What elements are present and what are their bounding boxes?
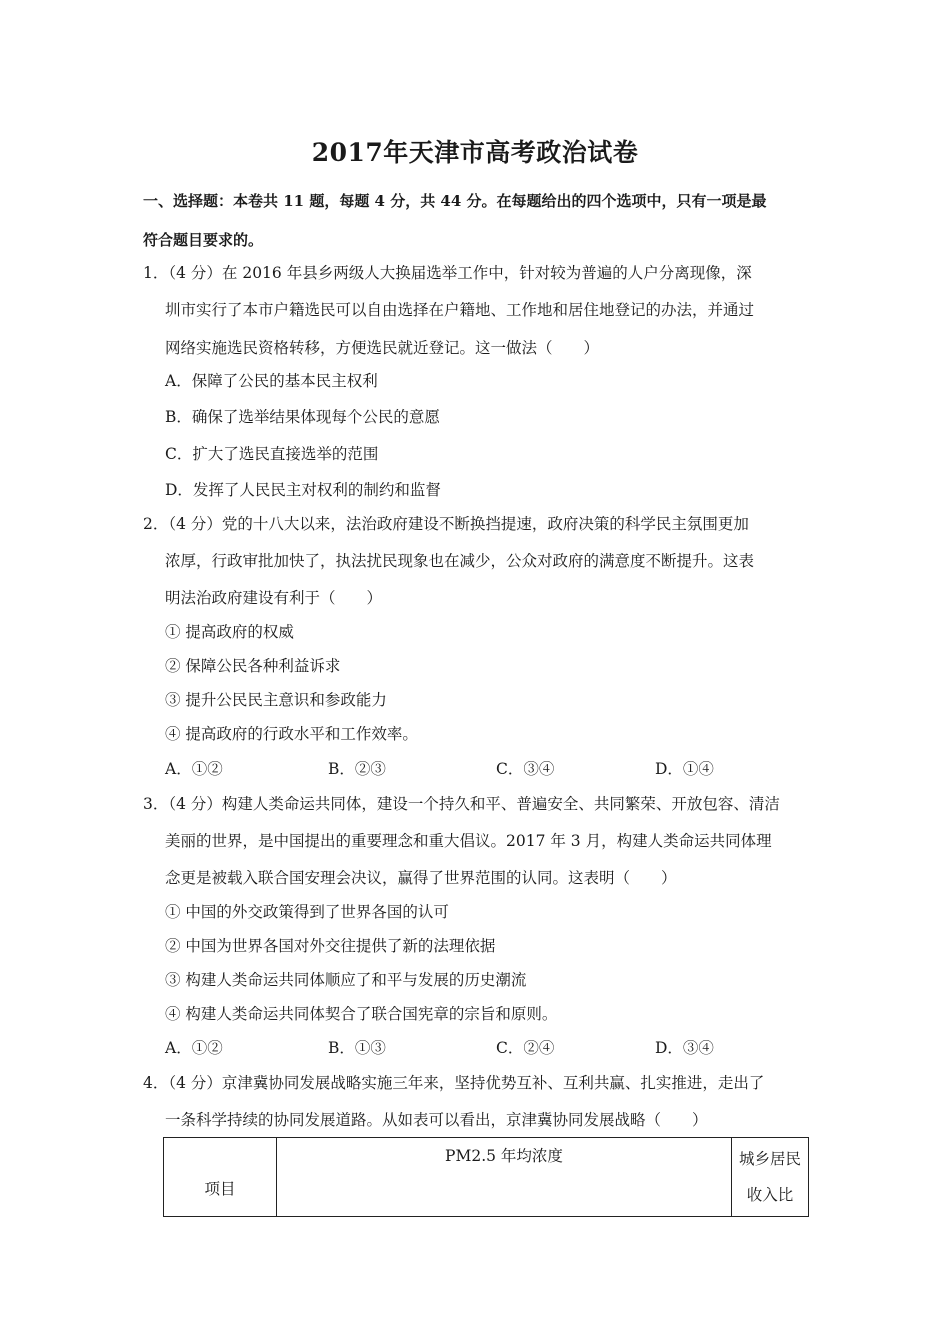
data-table: [163, 1137, 809, 1217]
question-2-option-c: C．③④: [496, 760, 555, 778]
question-1-stem-line-3: 网络实施选民资格转移，方便选民就近登记。这一做法（ ）: [165, 339, 600, 357]
question-1-stem-line-1: 1．（4 分）在 2016 年县乡两级人大换届选举工作中，针对较为普遍的人户分离现像，深: [143, 264, 752, 282]
question-2-item-4: ④ 提高政府的行政水平和工作效率。: [165, 725, 418, 743]
question-4-stem-line-1: 4．（4 分）京津冀协同发展战略实施三年来，坚持优势互补、互利共赢、扎实推进，走出了: [143, 1074, 765, 1092]
question-2-option-d: D．①④: [655, 760, 714, 778]
table-header-pm25: PM2.5 年均浓度: [277, 1138, 732, 1217]
question-2-stem-line-2: 浓厚，行政审批加快了，执法扰民现象也在减少，公众对政府的满意度不断提升。这表: [165, 552, 755, 570]
question-2-option-b: B．②③: [328, 760, 386, 778]
section-heading-line-1: 一、选择题：本卷共 11 题，每题 4 分，共 44 分。在每题给出的四个选项中，只有一项是最: [143, 192, 767, 210]
question-3-option-c: C．②④: [496, 1039, 555, 1057]
table-header-income-ratio-line-1: 城乡居民: [738, 1150, 801, 1168]
question-2-stem-line-3: 明法治政府建设有利于（ ）: [165, 589, 383, 607]
question-1-option-d: D．发挥了人民民主对权利的制约和监督: [165, 481, 441, 499]
question-2-stem-line-1: 2．（4 分）党的十八大以来，法治政府建设不断换挡提速，政府决策的科学民主氛围更加: [143, 515, 749, 533]
question-3-stem-line-2: 美丽的世界，是中国提出的重要理念和重大倡议。2017 年 3 月，构建人类命运共同体理: [165, 832, 772, 850]
question-2-item-3: ③ 提升公民民主意识和参政能力: [165, 691, 387, 709]
section-heading-line-2: 符合题目要求的。: [143, 231, 264, 249]
question-3-stem-line-3: 念更是被载入联合国安理会决议，赢得了世界范围的认同。这表明（ ）: [165, 869, 677, 887]
question-3-option-b: B．①③: [328, 1039, 386, 1057]
question-4-stem-line-2: 一条科学持续的协同发展道路。从如表可以看出，京津冀协同发展战略（ ）: [165, 1111, 708, 1129]
table-row: [164, 1138, 809, 1217]
question-3-item-4: ④ 构建人类命运共同体契合了联合国宪章的宗旨和原则。: [165, 1005, 558, 1023]
question-1-option-b: B．确保了选举结果体现每个公民的意愿: [165, 408, 440, 426]
question-1-option-c: C．扩大了选民直接选举的范围: [165, 445, 379, 463]
question-3-item-2: ② 中国为世界各国对外交往提供了新的法理依据: [165, 937, 496, 955]
question-3-option-d: D．③④: [655, 1039, 714, 1057]
question-1-stem-line-2: 圳市实行了本市户籍选民可以自由选择在户籍地、工作地和居住地登记的办法，并通过: [165, 301, 755, 319]
question-1-option-a: A．保障了公民的基本民主权利: [165, 372, 378, 390]
question-3-option-a: A．①②: [165, 1039, 223, 1057]
page-title: 2017年天津市高考政治试卷: [311, 138, 639, 167]
table-header-item: 项目: [164, 1138, 277, 1217]
question-2-option-a: A．①②: [165, 760, 223, 778]
question-3-item-3: ③ 构建人类命运共同体顺应了和平与发展的历史潮流: [165, 971, 527, 989]
question-2-item-2: ② 保障公民各种利益诉求: [165, 657, 341, 675]
table-header-income-ratio: [732, 1138, 809, 1217]
question-3-item-1: ① 中国的外交政策得到了世界各国的认可: [165, 903, 449, 921]
table-header-income-ratio-line-2: 收入比: [746, 1186, 794, 1204]
question-3-stem-line-1: 3．（4 分）构建人类命运共同体，建设一个持久和平、普遍安全、共同繁荣、开放包容、清洁: [143, 795, 780, 813]
question-2-item-1: ① 提高政府的权威: [165, 623, 294, 641]
